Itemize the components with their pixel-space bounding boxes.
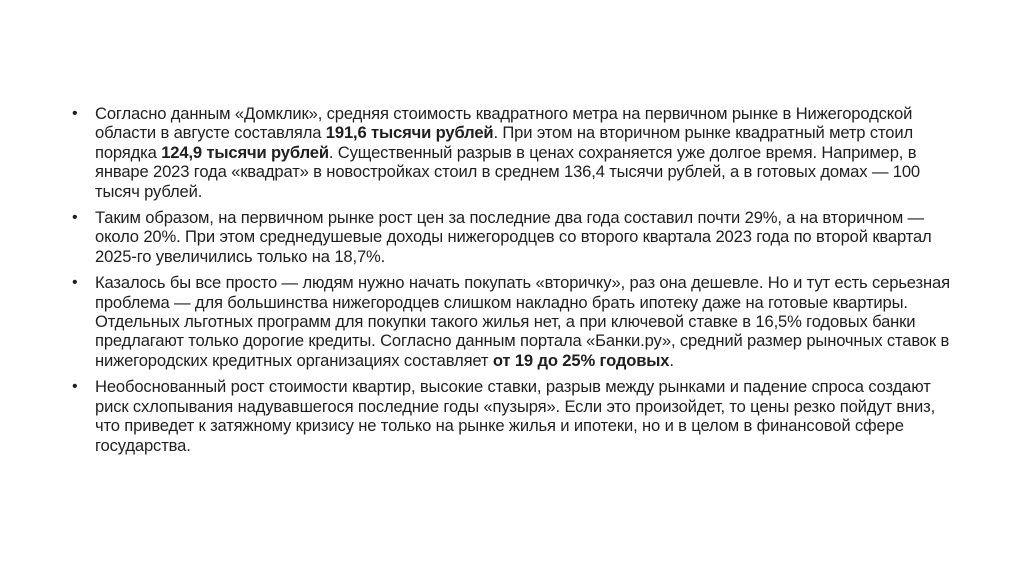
text-run: Казалось бы все просто — людям нужно начать покупать «вторичку», раз она дешевле. Но и тут есть серьезная проблема — для большинства нижегородцев слишком накладно брать ипотеку даже на готовые квартиры. Отдельных льготных программ для покупки такого жилья нет, а при ключевой ставке в 16,5% годовых банки предлагают только дорогие кредиты. Согласно данным портала «Банки.ру», средний размер рыночных ставок в нижегородских кредитных организациях составляет	[95, 273, 950, 370]
text-run: . Существенный разрыв в ценах сохраняется уже долгое время. Например, в январе 2023 года «квадрат» в новостройках стоил в среднем 136,4 тысячи рублей, а в готовых домах — 100 тысяч рублей.	[95, 142, 921, 201]
bullet-marker: •	[72, 378, 78, 396]
bullet-marker: •	[72, 209, 78, 227]
bold-text-run: 191,6 тысячи рублей	[325, 123, 494, 143]
bullet-item-4	[72, 377, 962, 455]
bullet-item-3	[72, 273, 962, 370]
text-run: Необоснованный рост стоимости квартир, высокие ставки, разрыв между рынками и падение спроса создают риск схлопывания надувавшегося последние годы «пузыря». Если это произойдет, то цены резко пойдут вниз, что приведет к затяжному кризису не только на рынке жилья и ипотеки, но и в целом в финансовой сфере государства.	[95, 377, 936, 455]
bold-text-run: от 19 до 25% годовых	[492, 350, 670, 370]
text-run: . При этом на вторичном рынке квадратный метр стоил порядка	[95, 123, 913, 162]
text-run: Согласно данным «Домклик», средняя стоимость квадратного метра на первичном рынке в Нижегородской области в августе составляла	[95, 104, 913, 143]
bullet-list	[72, 104, 962, 462]
text-run: .	[669, 350, 674, 370]
bullet-text	[95, 208, 932, 266]
bullet-marker: •	[72, 274, 78, 292]
bullet-text	[95, 273, 950, 370]
bullet-marker: •	[72, 105, 78, 122]
bold-text-run: 124,9 тысячи рублей	[161, 142, 329, 162]
bullet-item-2	[72, 208, 962, 266]
bullet-text	[95, 104, 920, 201]
bullet-text	[95, 377, 935, 454]
bullet-item-1	[72, 104, 962, 201]
text-run: Таким образом, на первичном рынке рост цен за последние два года составил почти 29%, а на вторичном — около 20%. При этом среднедушевые доходы нижегородцев со второго квартала 2023 года по второй квартал 2025-го увеличились только на 18,7%.	[95, 208, 932, 266]
